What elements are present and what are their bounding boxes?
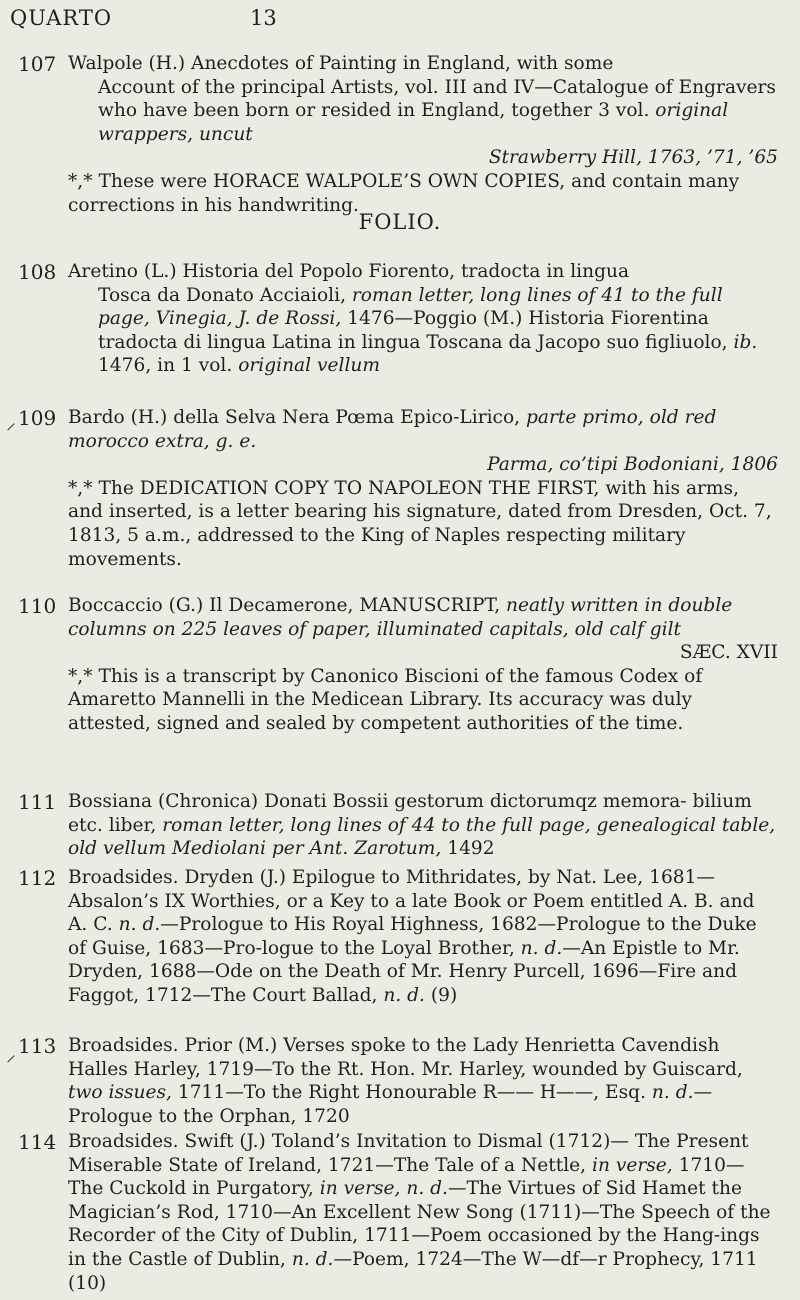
entry-italic: ib. (733, 331, 758, 353)
imprint: Strawberry Hill, 1763, ’71, ’65 (488, 147, 778, 169)
entry-body (68, 1034, 778, 1128)
entry-text: —An Epistle to Mr. Dryden, 1688—Ode on the Death of Mr. Henry Purcell, 1696—Fire and Faggot, 1712—The Court Ballad, (68, 937, 740, 1006)
entry-note: The DEDICATION COPY TO NAPOLEON THE FIRST, with his arms, and inserted, is a letter bearing his signature, dated from Dresden, Oct. 7, 1813, 5 a.m., addressed to the King of Naples respecting military movements. (68, 477, 772, 570)
item-count: (10) (68, 1272, 107, 1294)
entry-italic: n. d. (520, 937, 563, 959)
lot-number: 111 (18, 790, 57, 814)
entry-lead: Boccaccio (G.) Il Decamerone, (68, 595, 354, 616)
entry-italic: parte primo, old red morocco extra, g. e. (68, 407, 717, 452)
entry-lead: Walpole (H.) Anecdotes of Painting in England, with some (68, 53, 614, 74)
entry-italic: neatly written in double columns on 225 leaves of paper, illuminated capitals, old calf gilt (68, 595, 733, 640)
entry-lead: Aretino (L.) Historia del Popolo Fiorento, tradocta in lingua (68, 261, 630, 282)
entry-italic: roman letter, long lines of 41 to the full page, Vinegia, J. de Rossi, (98, 284, 723, 330)
note-marker: *,* (68, 170, 93, 192)
entry-body (68, 52, 778, 217)
lot-number: 108 (18, 260, 57, 284)
note-marker: *,* (68, 477, 93, 499)
lot-number: 110 (18, 594, 57, 618)
entry-text: 1476, in 1 vol. (98, 355, 233, 377)
lot-number: 112 (18, 866, 57, 890)
entry-lead: Broadsides. Prior (M.) Verses spoke to the Lady Henrietta (68, 1035, 616, 1056)
imprint: SÆC. XVII (679, 642, 778, 664)
entry-lead: Bossiana (Chronica) Donati Bossii gestorum dictorumqz memora- (68, 791, 687, 812)
entry-body (68, 260, 778, 378)
lot-number: 114 (18, 1130, 57, 1154)
entry-lead: Broadsides. Dryden (J.) Epilogue to Mithridates, by Nat. Lee, (68, 867, 644, 888)
entry-body (68, 406, 778, 571)
pencil-mark-icon: ⸝ (6, 1042, 16, 1066)
running-title: QUARTO (10, 6, 113, 30)
entry-text: Cavendish Halles Harley, 1719—To the Rt. Hon. Mr. Harley, wounded by Guiscard, (68, 1035, 743, 1080)
pencil-mark-icon: ⸝ (6, 410, 16, 434)
imprint: Parma, co’tipi Bodoniani, 1806 (487, 454, 778, 476)
page-number: 13 (250, 6, 277, 30)
section-heading: FOLIO. (358, 210, 442, 234)
entry-text: 1711—To the Right Honourable R—— H——, Esq. (177, 1082, 646, 1104)
page-header (10, 6, 770, 42)
entry-italic: in verse, n. d. (319, 1178, 448, 1200)
entry-italic: original wrappers, uncut (98, 100, 729, 145)
item-count: (9) (430, 984, 458, 1006)
entry-italic: roman letter, long lines of 44 to the full page, genealogical table, old vellum Mediolani per Ant. Zarotum, (68, 814, 776, 860)
entry-text: 1492 (447, 838, 495, 860)
entry-text: 1476—Poggio (M.) Historia Fiorentina tradocta di lingua Latina in lingua Toscana da Jacopo suo figliuolo, (98, 308, 728, 353)
entry-italic: in verse, (592, 1154, 673, 1176)
entry-lead: Broadsides. Swift (J.) Toland’s Invitation to Dismal (1712)— (68, 1131, 629, 1152)
entry-italic: n. d. (383, 984, 425, 1006)
entry-note: This is a transcript by Canonico Biscioni of the famous Codex of Amaretto Mannelli in the Medicean Library. Its accuracy was duly attested, signed and sealed by competent authorities of the time. (68, 665, 703, 734)
entry-italic: two issues, (68, 1082, 172, 1104)
entry-text: —Prologue to the Orphan, 1720 (68, 1082, 713, 1127)
entry-body (68, 594, 778, 736)
entry-text: Account of the principal Artists, vol. III and IV—Catalogue of Engravers who have been born or resided in England, together 3 vol. (98, 76, 776, 122)
entry-note: These were HORACE WALPOLE’S OWN COPIES, and contain many corrections in his handwriting. (68, 170, 740, 216)
note-marker: *,* (68, 665, 93, 687)
lot-number: 113 (18, 1034, 57, 1058)
entry-text: —Poem, 1724—The W—df—r Prophecy, 1711 (333, 1248, 758, 1270)
entry-text: —Prologue to His Royal Highness, 1682—Prologue to the Duke of Guise, 1683—Pro-logue to the Loyal Brother, (68, 914, 757, 959)
entry-text: 1710—The Cuckold in Purgatory, (68, 1154, 745, 1200)
entry-text: 1681—Absalon’s IX Worthies, or a Key to a late Book or Poem entitled A. B. and A. C. (68, 867, 755, 936)
entry-lead: Bardo (H.) della Selva Nera Pœma Epico-Lirico, (68, 407, 521, 428)
entry-body (68, 790, 778, 861)
lot-number: 107 (18, 52, 57, 76)
entry-italic: original vellum (238, 355, 381, 377)
entry-italic: n. d. (291, 1248, 334, 1270)
entry-text: Tosca da Donato Acciaioli, (98, 284, 346, 306)
entry-body (68, 866, 778, 1008)
entry-text: —The Virtues of Sid Hamet the Magician’s Rod, 1710—An Excellent New Song (1711)—The Speech of the Recorder of the City of Dublin, 1711—Poem occasioned by the Hang-ings in the Castle of Dublin, (68, 1178, 771, 1270)
entry-body (68, 1130, 778, 1295)
entry-smallcaps: MANUSCRIPT, (359, 595, 501, 616)
entry-italic: n. d. (651, 1082, 694, 1104)
lot-number: 109 (18, 406, 57, 430)
entry-italic: n. d. (118, 914, 161, 936)
entry-text: bilium etc. liber, (68, 791, 752, 836)
entry-text: The Present Miserable State of Ireland, 1721—The Tale of a Nettle, (68, 1131, 749, 1176)
